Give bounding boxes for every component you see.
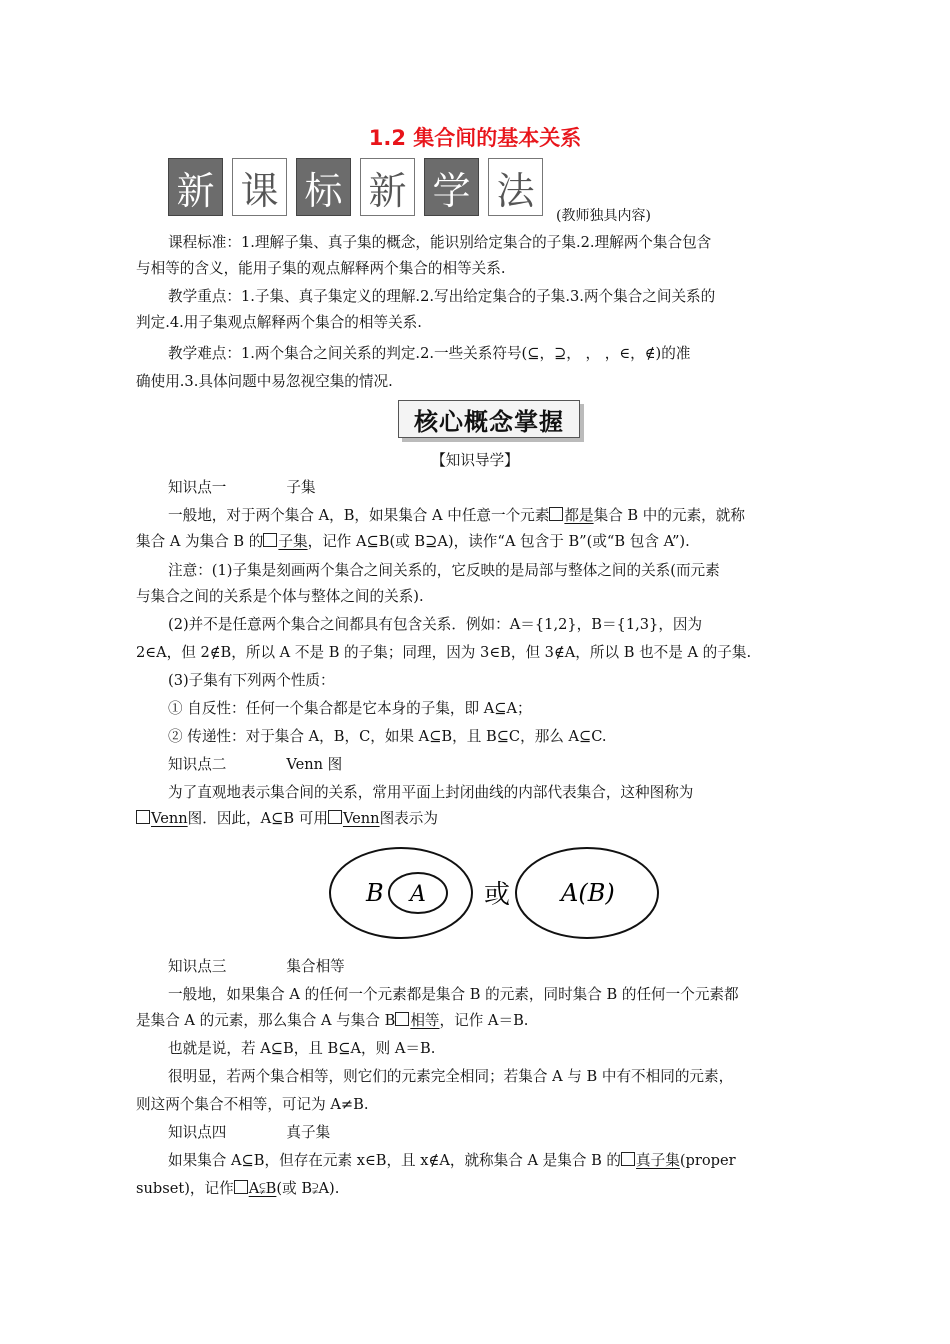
- standards-line: 课程标准：1.理解子集、真子集的概念，能识别给定集合的子集.2.理解两个集合包含: [168, 234, 712, 251]
- kp3-line4: 很明显，若两个集合相等，则它们的元素完全相同；若集合 A 与 B 中有不相同的元素，: [168, 1068, 734, 1085]
- kp3-line5: 则这两个集合不相等，可记为 A≠B.: [136, 1096, 369, 1113]
- kp2-line2: [136, 806, 816, 832]
- kp1-label: 知识点一: [168, 479, 227, 496]
- banner-new-curriculum: [168, 158, 543, 216]
- kp2-text: 图．因此，A⊆B 可用: [187, 810, 328, 827]
- blank-answer: A⫋B: [248, 1180, 277, 1197]
- kp3-heading: [168, 954, 816, 980]
- kp1-name: 子集: [286, 479, 316, 496]
- kp2-text: 图表示为: [379, 810, 438, 827]
- banner-char: 学: [424, 158, 479, 216]
- kp1-note1-line2: 与集合之间的关系是个体与整体之间的关系).: [136, 588, 424, 605]
- blank-box-icon: [328, 810, 342, 824]
- fill-blank: [395, 1012, 439, 1029]
- venn-equal-label: A(B): [561, 879, 615, 907]
- kp3-label: 知识点三: [168, 958, 227, 975]
- fill-blank: [328, 810, 380, 827]
- kp4-text: (proper: [679, 1152, 736, 1169]
- fill-blank: [549, 507, 593, 524]
- difficulty-line: 教学难点：1.两个集合之间关系的判定.2.一些关系符号(⊆，⊇， ， ，∈，∉)的准: [168, 345, 691, 362]
- banner-char: 标: [296, 158, 351, 216]
- blank-box-icon: [234, 1180, 248, 1194]
- kp4-name: 真子集: [286, 1124, 331, 1141]
- blank-box-icon: [621, 1152, 635, 1166]
- kp1-def-text: 一般地，对于两个集合 A，B，如果集合 A 中任意一个元素: [168, 507, 550, 524]
- kp1-prop1: ① 自反性：任何一个集合都是它本身的子集，即 A⊆A；: [168, 700, 532, 717]
- kp4-line2: [136, 1176, 816, 1202]
- kp3-line1: 一般地，如果集合 A 的任何一个元素都是集合 B 的元素，同时集合 B 的任何一个元素都: [168, 986, 739, 1003]
- banner-char: 新: [168, 158, 223, 216]
- kp4-heading: [168, 1120, 816, 1146]
- focus-line: 教学重点：1.子集、真子集定义的理解.2.写出给定集合的子集.3.两个集合之间关系的: [168, 288, 716, 305]
- blank-answer: Venn: [151, 810, 188, 827]
- kp3-text: 是集合 A 的元素，那么集合 A 与集合 B: [136, 1012, 396, 1029]
- kp3-line3: 也就是说，若 A⊆B，且 B⊆A，则 A＝B.: [168, 1040, 436, 1057]
- fill-blank: [621, 1152, 680, 1169]
- kp3-text: ，记作 A＝B.: [439, 1012, 529, 1029]
- kp1-note2-line2: 2∈A，但 2∉B，所以 A 不是 B 的子集；同理，因为 3∈B，但 3∉A，所以 B 也不是 A 的子集.: [136, 644, 752, 661]
- kp2-line1: 为了直观地表示集合间的关系，常用平面上封闭曲线的内部代表集合，这种图称为: [168, 784, 694, 801]
- kp4-line1: [168, 1148, 816, 1174]
- knowledge-guide-heading: 【知识导学】: [431, 452, 519, 469]
- difficulty-line: 确使用.3.具体问题中易忽视空集的情况.: [136, 373, 393, 390]
- blank-answer: 子集: [278, 533, 308, 550]
- kp1-def-text: 集合 A 为集合 B 的: [136, 533, 264, 550]
- kp1-note2-line1: (2)并不是任意两个集合之间都具有包含关系．例如：A＝{1,2}，B＝{1,3}，因为: [168, 616, 703, 633]
- blank-box-icon: [549, 507, 563, 521]
- banner-char: 课: [232, 158, 287, 216]
- blank-answer: 真子集: [636, 1152, 680, 1169]
- focus-line: 判定.4.用子集观点解释两个集合的相等关系.: [136, 314, 422, 331]
- kp1-note1-line1: 注意：(1)子集是刻画两个集合之间关系的，它反映的是局部与整体之间的关系(而元素: [168, 562, 720, 579]
- kp1-def-text: ，记作 A⊆B(或 B⊇A)，读作“A 包含于 B”(或“B 包含 A”).: [307, 533, 690, 550]
- venn-outer-label: B: [366, 879, 384, 907]
- kp4-text: 如果集合 A⊆B，但存在元素 x∈B，且 x∉A，就称集合 A 是集合 B 的: [168, 1152, 622, 1169]
- kp4-text: (或 B⫌A).: [276, 1180, 340, 1197]
- fill-blank: [136, 810, 188, 827]
- blank-box-icon: [263, 533, 277, 547]
- banner-char: 法: [488, 158, 543, 216]
- fill-blank: [234, 1180, 277, 1197]
- fill-blank: [263, 533, 307, 550]
- venn-connector: 或: [484, 880, 511, 910]
- venn-diagram: [322, 838, 664, 950]
- kp4-text: subset)，记作: [136, 1180, 234, 1197]
- kp3-name: 集合相等: [286, 958, 345, 975]
- kp2-label: 知识点二: [168, 756, 227, 773]
- core-concept-heading: 核心概念掌握: [398, 400, 580, 438]
- kp2-name: Venn 图: [286, 756, 343, 773]
- blank-answer: Venn: [342, 810, 380, 827]
- venn-inner-label: A: [410, 882, 426, 907]
- kp1-def-line2: [136, 529, 816, 555]
- banner-char: 新: [360, 158, 415, 216]
- blank-box-icon: [136, 810, 150, 824]
- standards-line: 与相等的含义，能用子集的观点解释两个集合的相等关系.: [136, 260, 506, 277]
- kp1-def-text: 集合 B 中的元素，就称: [593, 507, 745, 524]
- blank-answer: 相等: [410, 1012, 440, 1029]
- blank-answer: 都是: [564, 507, 594, 524]
- teacher-note: (教师独具内容): [556, 208, 651, 224]
- kp1-def-line1: [168, 503, 816, 529]
- kp2-heading: [168, 752, 816, 778]
- kp1-note3: (3)子集有下列两个性质：: [168, 672, 335, 689]
- blank-box-icon: [395, 1012, 409, 1026]
- kp3-line2: [136, 1008, 816, 1034]
- kp4-label: 知识点四: [168, 1124, 227, 1141]
- kp1-prop2: ② 传递性：对于集合 A，B，C，如果 A⊆B，且 B⊆C，那么 A⊆C.: [168, 728, 607, 745]
- page-title: 1.2 集合间的基本关系: [368, 126, 582, 150]
- kp1-heading: [168, 475, 816, 501]
